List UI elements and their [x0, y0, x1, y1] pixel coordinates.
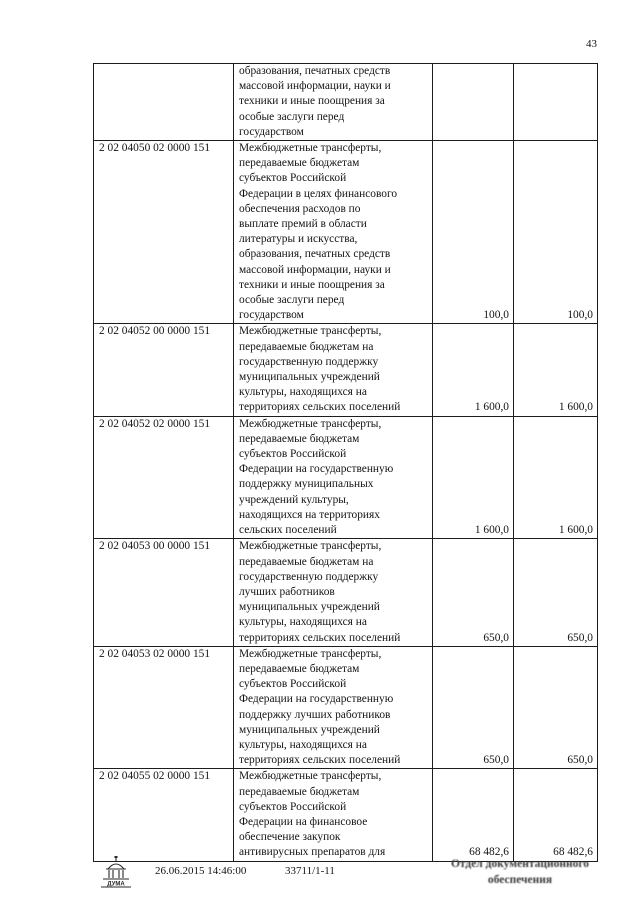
description-line: лучших работников [239, 585, 335, 598]
description-line: антивирусных препаратов для [239, 846, 386, 859]
amount-cell-first [433, 64, 514, 141]
table-row [94, 539, 598, 646]
description-line: обеспечение закупок [239, 831, 341, 844]
description-line: государственную поддержку [239, 355, 379, 368]
description-line: передаваемые бюджетам на [239, 340, 374, 353]
amount-cell-first: 650,0 [433, 646, 514, 769]
budget-code-cell: 2 02 04052 02 0000 151 [94, 416, 234, 539]
footer-doc-number: 33711/1-11 [285, 865, 335, 877]
budget-code-cell [94, 64, 234, 141]
table-row [94, 416, 598, 539]
description-cell [234, 769, 433, 861]
duma-building-logo-icon [98, 854, 134, 890]
description-line: муниципальных учреждений [239, 723, 380, 736]
amount-cell-first: 1 600,0 [433, 324, 514, 416]
amount-cell-second: 650,0 [514, 646, 598, 769]
description-line: обеспечения расходов по [239, 202, 361, 215]
amount-cell-first: 68 482,6 [433, 769, 514, 861]
description-line: выплате премий в области [239, 218, 367, 231]
description-cell [234, 141, 433, 324]
budget-table [93, 63, 598, 862]
budget-code-cell: 2 02 04055 02 0000 151 [94, 769, 234, 861]
description-line: передаваемые бюджетам [239, 785, 360, 798]
description-line: Межбюджетные трансферты, [239, 325, 382, 338]
description-line: Федерации на государственную [239, 693, 394, 706]
budget-code-cell: 2 02 04050 02 0000 151 [94, 141, 234, 324]
description-line: государственную поддержку [239, 570, 379, 583]
budget-code-cell: 2 02 04052 00 0000 151 [94, 324, 234, 416]
table-row [94, 64, 598, 141]
description-line: образования, печатных средств [239, 248, 391, 261]
description-line: особые заслуги перед [239, 294, 345, 307]
description-line: субъектов Российской [239, 678, 347, 691]
amount-cell-first: 100,0 [433, 141, 514, 324]
description-line: находящихся на территориях [239, 508, 380, 521]
description-line: Межбюджетные трансферты, [239, 647, 382, 660]
description-line: техники и иные поощрения за [239, 95, 385, 108]
amount-cell-second: 1 600,0 [514, 416, 598, 539]
description-line: Межбюджетные трансферты, [239, 417, 382, 430]
amount-cell-first: 1 600,0 [433, 416, 514, 539]
amount-cell-second: 650,0 [514, 539, 598, 646]
stamp-graphic [448, 855, 592, 893]
description-line: массовой информации, науки и [239, 263, 391, 276]
table-row [94, 324, 598, 416]
description-line: передаваемые бюджетам [239, 662, 360, 675]
description-line: особые заслуги перед [239, 110, 345, 123]
description-line: культуры, находящихся на [239, 738, 367, 751]
amount-cell-second: 1 600,0 [514, 324, 598, 416]
description-cell [234, 416, 433, 539]
description-cell [234, 539, 433, 646]
description-line: субъектов Российской [239, 448, 347, 461]
description-line: Федерации на финансовое [239, 815, 368, 828]
description-line: передаваемые бюджетам [239, 157, 360, 170]
description-line: государством [239, 125, 304, 138]
amount-cell-second: 68 482,6 [514, 769, 598, 861]
description-line: муниципальных учреждений [239, 601, 380, 614]
description-line: субъектов Российской [239, 172, 347, 185]
description-line: территориях сельских поселений [239, 401, 401, 414]
description-cell [234, 646, 433, 769]
description-line: поддержку муниципальных [239, 478, 374, 491]
description-line: территориях сельских поселений [239, 754, 401, 767]
description-line: культуры, находящихся на [239, 386, 367, 399]
svg-text:обеспечения: обеспечения [487, 874, 553, 886]
description-line: массовой информации, науки и [239, 80, 391, 93]
description-line: техники и иные поощрения за [239, 278, 385, 291]
amount-cell-second [514, 64, 598, 141]
description-line: государством [239, 309, 304, 322]
description-line: территориях сельских поселений [239, 631, 401, 644]
table-row [94, 141, 598, 324]
amount-cell-first: 650,0 [433, 539, 514, 646]
budget-code-cell: 2 02 04053 00 0000 151 [94, 539, 234, 646]
description-line: сельских поселений [239, 524, 337, 537]
duma-logo [98, 854, 134, 890]
department-stamp [448, 855, 592, 893]
description-line: передаваемые бюджетам [239, 432, 360, 445]
description-line: Федерации на государственную [239, 463, 394, 476]
svg-text:Отдел документационного: Отдел документационного [450, 858, 590, 870]
description-line: Федерации в целях финансового [239, 187, 398, 200]
budget-table-body [94, 64, 598, 862]
description-line: Межбюджетные трансферты, [239, 540, 382, 553]
budget-code-cell: 2 02 04053 02 0000 151 [94, 646, 234, 769]
description-line: субъектов Российской [239, 800, 347, 813]
description-cell [234, 64, 433, 141]
description-line: передаваемые бюджетам на [239, 555, 374, 568]
description-line: литературы и искусства, [239, 233, 358, 246]
description-line: муниципальных учреждений [239, 371, 380, 384]
description-cell [234, 324, 433, 416]
description-line: культуры, находящихся на [239, 616, 367, 629]
table-row [94, 646, 598, 769]
amount-cell-second: 100,0 [514, 141, 598, 324]
description-line: Межбюджетные трансферты, [239, 142, 382, 155]
description-line: образования, печатных средств [239, 65, 391, 77]
description-line: учреждений культуры, [239, 493, 349, 506]
svg-text:ДУМА: ДУМА [107, 881, 125, 888]
description-line: Межбюджетные трансферты, [239, 770, 382, 783]
table-row [94, 769, 598, 861]
description-line: поддержку лучших работников [239, 708, 391, 721]
page-number: 43 [586, 38, 597, 50]
footer-date: 26.06.2015 14:46:00 [155, 865, 247, 877]
